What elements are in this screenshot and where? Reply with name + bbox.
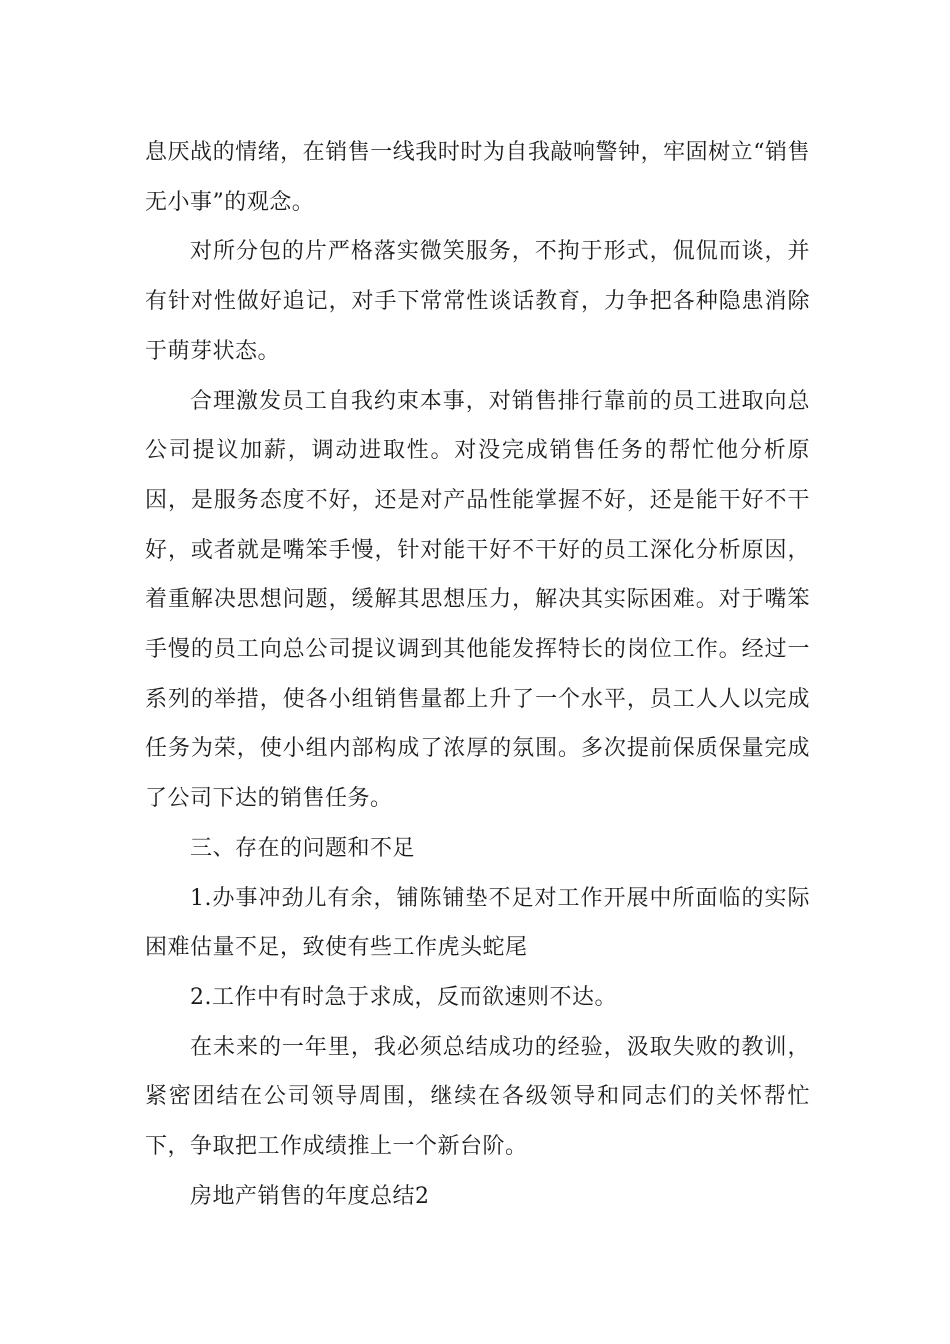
list-item-2: 2.工作中有时急于求成，反而欲速则不达。: [190, 984, 617, 1010]
document-subtitle: 房地产销售的年度总结2: [190, 1183, 430, 1209]
paragraph-future-plan: 在未来的一年里，我必须总结成功的经验，汲取失败的教训，紧密团结在公司领导周围，继续在各级领导和同志们的关怀帮忙下，争取把工作成绩推上一个新台阶。: [145, 1034, 810, 1160]
paragraph-staff-motivation: 合理激发员工自我约束本事，对销售排行靠前的员工进取向总公司提议加薪，调动进取性。对没完成销售任务的帮忙他分析原因，是服务态度不好，还是对产品性能掌握不好，还是能干好不干好，或者就是嘴笨手慢，针对能干好不干好的员工深化分析原因，着重解决思想问题，缓解其思想压力，解决其实际困难。对于嘴笨手慢的员工向总公司提议调到其他能发挥特长的岗位工作。经过一系列的举措，使各小组销售量都上升了一个水平，员工人人以完成任务为荣，使小组内部构成了浓厚的氛围。多次提前保质保量完成了公司下达的销售任务。: [145, 388, 810, 812]
paragraph-smile-service: 对所分包的片严格落实微笑服务，不拘于形式，侃侃而谈，并有针对性做好追记，对手下常常性谈话教育，力争把各种隐患消除于萌芽状态。: [145, 239, 810, 364]
paragraph-continuation: 息厌战的情绪，在销售一线我时时为自我敲响警钟，牢固树立“销售无小事”的观念。: [145, 140, 810, 215]
list-item-1: 1.办事冲劲儿有余，铺陈铺垫不足对工作开展中所面临的实际困难估量不足，致使有些工作虎头蛇尾: [145, 885, 810, 961]
document-page: [145, 128, 810, 1221]
section-heading-problems: 三、存在的问题和不足: [190, 835, 416, 861]
